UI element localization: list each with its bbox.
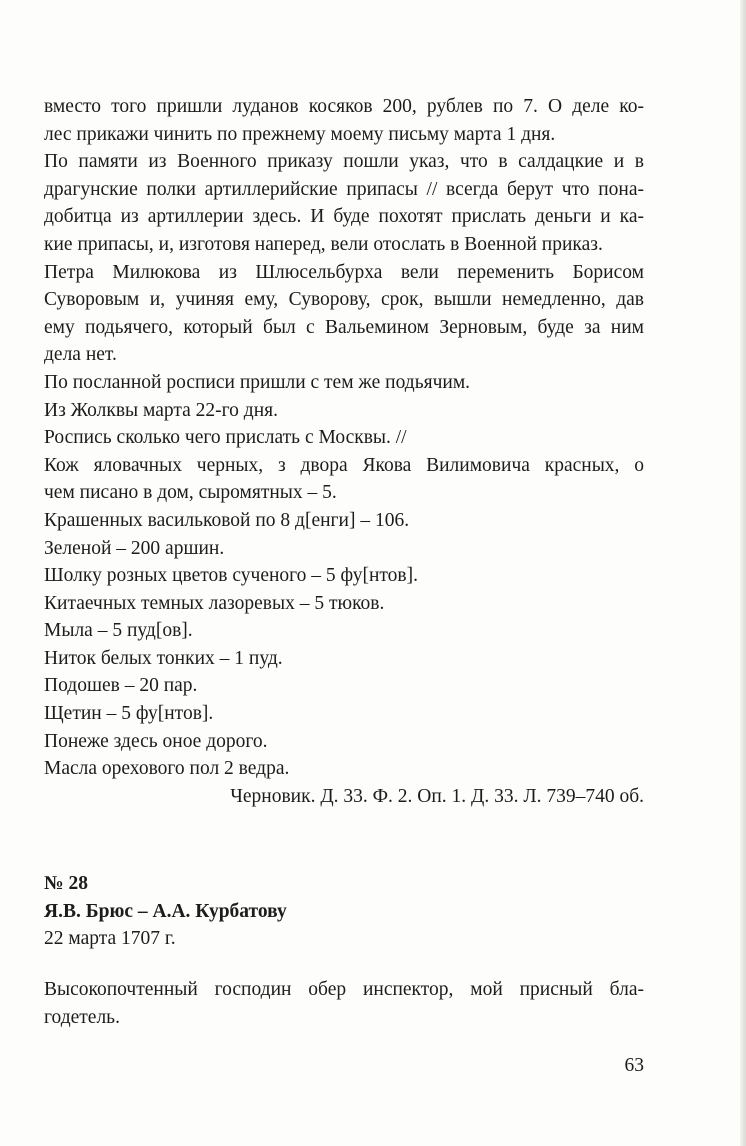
text-line: Петра Милюкова из Шлюсельбурха вели переменить Борисом [44, 261, 644, 283]
source-citation: Черновик. Д. 33. Ф. 2. Оп. 1. Д. 33. Л. 739–740 об. [230, 785, 644, 807]
list-item: Понеже здесь оное дорого. [44, 730, 268, 752]
greeting [44, 976, 644, 1031]
text-line: драгунские полки артиллерийские припасы // всегда берут что пона- [44, 178, 644, 200]
item-list [44, 507, 644, 783]
text-line: Кож яловачных черных, з двора Якова Вилимовича красных, о [44, 454, 644, 476]
list-item: Зеленой – 200 аршин. [44, 537, 225, 559]
list-item: Шолку розных цветов сученого – 5 фу[нтов]. [44, 565, 418, 587]
list-item: Крашенных васильковой по 8 д[енги] – 106. [44, 509, 410, 531]
text-line: ему подьячего, который был с Вальемином Зерновым, буде за ним [44, 316, 644, 338]
list-item: Китаечных темных лазоревых – 5 тюков. [44, 592, 385, 614]
text-line: Роспись сколько чего прислать с Москвы. // [44, 427, 407, 449]
list-item: Масла орехового пол 2 ведра. [44, 758, 290, 780]
page-edge [740, 0, 746, 1146]
paragraph [44, 93, 644, 148]
text-line: чем писано в дом, сыромятных – 5. [44, 482, 337, 504]
document-title: Я.В. Брюс – А.А. Курбатову [44, 900, 287, 922]
paragraph [44, 259, 644, 369]
text-line: лес прикажи чинить по прежнему моему письму марта 1 дня. [44, 123, 556, 145]
document-header [44, 870, 644, 953]
text-line: добитца из артиллерии здесь. И буде похотят прислать деньги и ка- [44, 206, 644, 228]
list-item: Ниток белых тонких – 1 пуд. [44, 647, 283, 669]
text-line: Суворовым и, учиняя ему, Суворову, срок, вышли немедленно, дав [44, 289, 644, 311]
main-text [44, 93, 644, 810]
paragraph [44, 452, 644, 507]
document-date: 22 марта 1707 г. [44, 928, 176, 950]
page-number: 63 [624, 1055, 644, 1076]
list-item: Щетин – 5 фу[нтов]. [44, 703, 214, 725]
text-line: кие припасы, и, изготовя наперед, вели отослать в Военной приказ. [44, 233, 603, 255]
paragraph [44, 148, 644, 258]
text-line: Высокопочтенный господин обер инспектор, мой присный бла- [44, 979, 644, 1000]
list-item: Мыла – 5 пуд[ов]. [44, 620, 193, 642]
list-item: Подошев – 20 пар. [44, 675, 198, 697]
document-number: № 28 [44, 873, 88, 894]
text-line: годетель. [44, 1006, 120, 1028]
text-line: По посланной росписи пришли с тем же подьячим. [44, 371, 471, 393]
text-line: По памяти из Военного приказу пошли указ, что в салдацкие и в [44, 151, 644, 173]
text-line: Из Жолквы марта 22-го дня. [44, 399, 278, 421]
text-line: вместо того пришли луданов косяков 200, рублев по 7. О деле ко- [44, 96, 644, 117]
text-line: дела нет. [44, 344, 117, 366]
